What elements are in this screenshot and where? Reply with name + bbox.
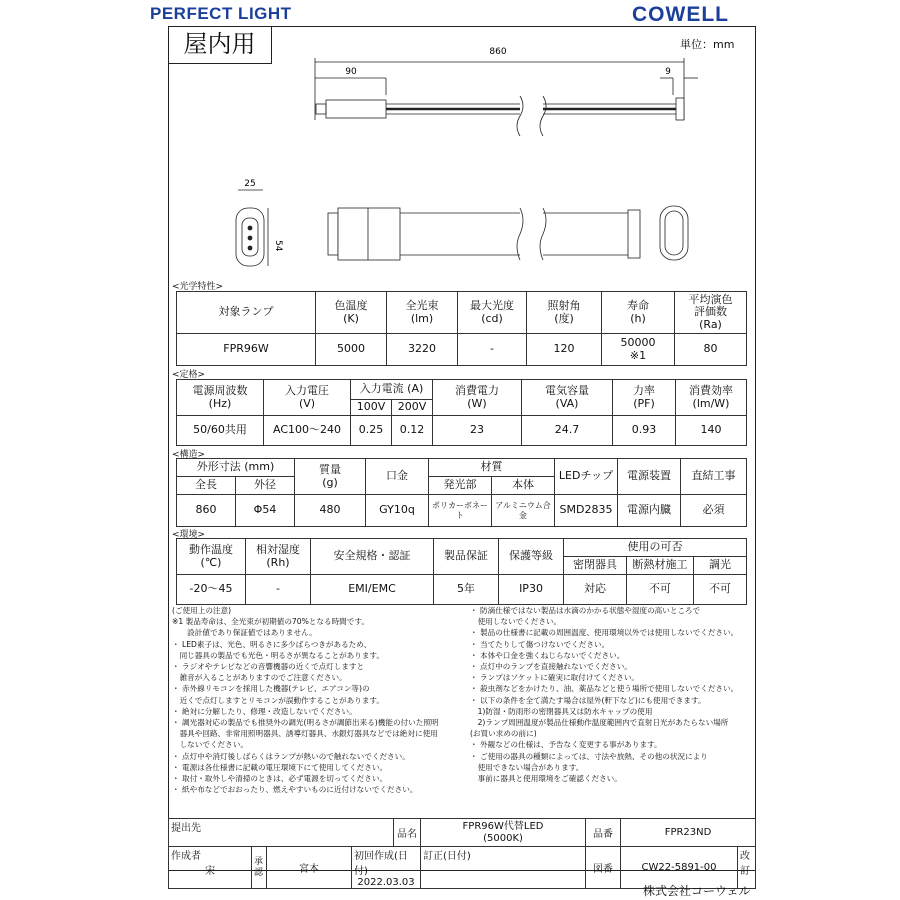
table-cell: ポリカーボネート [429, 495, 492, 527]
table-cell: 材質 [429, 459, 555, 477]
note-line: 同じ器具の製品でも光色・明るさが異なることがあります。 [172, 650, 385, 660]
note-line: (お買い求めの前に) [470, 729, 537, 739]
table-cell: 直結工事 [681, 459, 747, 495]
table-cell: 相対湿度 (Rh) [246, 539, 311, 575]
optical-table [176, 291, 747, 366]
table-cell: CW22-5891-00 [621, 847, 738, 889]
table-cell: 必須 [681, 495, 747, 527]
hdr-target-lamp: 対象ランプ [177, 292, 316, 334]
dim-length: 860 [489, 47, 507, 57]
table-cell: 120 [527, 334, 602, 366]
table-cell: 承 認 [252, 847, 267, 889]
table-cell: - [246, 575, 311, 605]
note-line: ・ ご使用の器具の種類によっては、寸法や放熱、その他の状況により [470, 751, 708, 761]
table-cell: 使用の可否 [564, 539, 747, 557]
table-cell: 品番 [586, 819, 621, 847]
table-cell: Φ54 [236, 495, 295, 527]
section-rating-title: <定格> [172, 370, 206, 380]
table-cell: 宮本 [267, 847, 352, 889]
table-cell: 対応 [564, 575, 627, 605]
table-cell: 50/60共用 [177, 416, 264, 446]
note-line: ・ LED素子は、光色、明るさに多少ばらつきがあるため、 [172, 639, 372, 649]
table-cell: 品名 [394, 819, 421, 847]
note-line: ・ 外観などの仕様は、予告なく変更する事があります。 [470, 740, 662, 750]
section-environment-title: <環境> [172, 530, 206, 540]
section-structure-title: <構造> [172, 450, 206, 460]
note-line: 使用できない場合があります。 [470, 762, 584, 772]
table-cell: 発光部 [429, 477, 492, 495]
table-cell: 平均演色 評価数 (Ra) [675, 292, 747, 334]
notes-left [172, 605, 464, 795]
table-cell: EMI/EMC [311, 575, 434, 605]
lamp-drawing [168, 40, 756, 276]
table-cell: 860 [177, 495, 236, 527]
company-name: 株式会社コーウェル [643, 884, 751, 898]
table-cell: 訂正(日付) [421, 847, 586, 889]
note-line: 近くで点灯しますとリモコンが誤動作することがあります。 [172, 695, 385, 705]
table-cell: 100V [351, 400, 392, 416]
note-line: ・ 紙や布などでおおったり、燃えやすいものに近付けないでください。 [172, 785, 418, 795]
note-line: 1)防湿・防雨形の密閉器具又は防水キャップの使用 [470, 706, 653, 716]
note-line: ・ 電源は各仕様書に記載の電圧環境下にて使用してください。 [172, 762, 388, 772]
structure-table [176, 458, 747, 527]
table-cell: 安全規格・認証 [311, 539, 434, 575]
dim-width: 25 [244, 179, 256, 189]
table-cell: 口金 [366, 459, 429, 495]
table-cell: 入力電流 (A) [351, 380, 433, 400]
table-cell: 0.25 [351, 416, 392, 446]
note-line: 事前に器具と使用環境をご確認ください。 [470, 774, 622, 784]
table-cell: 電気容量 (VA) [522, 380, 613, 416]
table-cell: -20～45 [177, 575, 246, 605]
note-line: ・ 当てたりして傷つけないでください。 [470, 639, 610, 649]
note-line: 使用しないでください。 [470, 617, 562, 627]
unit-label: 単位：mm [680, 38, 735, 51]
note-line: 雑音が入ることがありますのでご注意ください。 [172, 673, 347, 683]
table-cell: 保護等級 [499, 539, 564, 575]
title-block [168, 818, 756, 889]
table-cell: FPR96W代替LED (5000K) [421, 819, 586, 847]
table-cell: 全長 [177, 477, 236, 495]
table-cell: 初回作成(日付) 2022.03.03 [352, 847, 421, 889]
note-line: しないでください。 [172, 740, 248, 750]
table-cell: 動作温度 (℃) [177, 539, 246, 575]
table-cell: 24.7 [522, 416, 613, 446]
table-cell: 作成者 宋 [169, 847, 252, 889]
environment-table [176, 538, 747, 605]
note-line: ・ 製品の仕様書に記載の周囲温度、使用環境以外では使用しないでください。 [470, 628, 739, 638]
table-cell: 断熱材施工 [627, 557, 694, 575]
table-cell: 全光束 (lm) [387, 292, 458, 334]
table-cell: 質量 (g) [295, 459, 366, 495]
brand-cowell-logo: COWELL [632, 3, 729, 26]
table-cell: 0.12 [392, 416, 433, 446]
table-cell: 提出先 [169, 819, 394, 847]
table-cell: 寿命 (h) [602, 292, 675, 334]
note-line: ・ 点灯中や消灯後しばらくはランプが熱いので触れないでください。 [172, 751, 410, 761]
table-cell: 電源周波数 (Hz) [177, 380, 264, 416]
table-cell: GY10q [366, 495, 429, 527]
note-line: 器具や回路、非常用照明器具、誘導灯器具、水銀灯器具などでは絶対に使用 [172, 729, 438, 739]
table-cell: 調光 [694, 557, 747, 575]
table-cell: 外径 [236, 477, 295, 495]
table-cell: 不可 [694, 575, 747, 605]
brand-perfect-light: PERFECT LIGHT [150, 4, 292, 23]
table-cell: 本体 [492, 477, 555, 495]
table-cell: 色温度 (K) [316, 292, 387, 334]
table-cell: LEDチップ [555, 459, 618, 495]
table-cell: IP30 [499, 575, 564, 605]
dim-end: 9 [665, 67, 671, 77]
note-line: ・ 赤外線リモコンを採用した機器(テレビ、エアコン等)の [172, 684, 370, 694]
table-cell: - [458, 334, 527, 366]
table-cell: アルミニウム合金 [492, 495, 555, 527]
table-cell: 電源装置 [618, 459, 681, 495]
note-line: ・ 点灯中のランプを直接触れないでください。 [470, 662, 632, 672]
table-cell: 3220 [387, 334, 458, 366]
table-cell: 5000 [316, 334, 387, 366]
rating-table [176, 379, 747, 446]
table-cell: 最大光度 (cd) [458, 292, 527, 334]
dim-height: 54 [273, 240, 283, 252]
note-line: ・ 以下の条件を全て満たす場合は屋外(軒下など)にも使用できます。 [470, 695, 706, 705]
table-cell: 密閉器具 [564, 557, 627, 575]
table-cell: SMD2835 [555, 495, 618, 527]
table-cell: 消費効率 (lm/W) [676, 380, 747, 416]
note-line: ・ ラジオやテレビなどの音響機器の近くで点灯しますと [172, 662, 365, 672]
note-line: 2)ランプ周囲温度が製品仕様動作温度範囲内で直射日光があたらない場所 [470, 718, 729, 728]
table-cell: FPR23ND [621, 819, 756, 847]
table-cell: 0.93 [613, 416, 676, 446]
table-cell: 140 [676, 416, 747, 446]
note-line: ・ ランプはソケットに確実に取付けてください。 [470, 673, 640, 683]
table-cell: 消費電力 (W) [433, 380, 522, 416]
table-cell: 入力電圧 (V) [264, 380, 351, 416]
table-cell: 480 [295, 495, 366, 527]
table-cell: 力率 (PF) [613, 380, 676, 416]
table-cell: 23 [433, 416, 522, 446]
section-optical-title: <光学特性> [172, 282, 224, 292]
note-line: (ご使用上の注意) [172, 606, 232, 615]
note-line: ・ 調光器対応の製品でも推奨外の調光(明るさが調節出来る)機能の付いた照明 [172, 718, 439, 728]
table-cell: 電源内臓 [618, 495, 681, 527]
indoor-label: 屋内用 [168, 26, 272, 64]
notes-right [470, 605, 754, 784]
dim-cap: 90 [345, 67, 357, 77]
table-cell: 製品保証 [434, 539, 499, 575]
note-line: ・ 本体や口金を強くねじらないでください。 [470, 650, 625, 660]
table-cell: 不可 [627, 575, 694, 605]
table-cell: AC100～240 [264, 416, 351, 446]
table-cell: 図番 [586, 847, 621, 889]
note-line: ・ 殺虫剤などをかけたり、油、薬品などと使う場所で使用しないでください。 [470, 684, 739, 694]
table-cell: 5年 [434, 575, 499, 605]
table-cell: 改訂 [738, 847, 756, 889]
note-line: 設計値であり保証値ではありません。 [172, 628, 317, 638]
note-line: ・ 取付・取外しや清掃のときは、必ず電源を切ってください。 [172, 774, 388, 784]
table-cell: 200V [392, 400, 433, 416]
note-line: ・ 防滴仕様ではない製品は水滴のかかる状態や湿度の高いところで [470, 606, 701, 615]
table-cell: 50000 ※1 [602, 334, 675, 366]
table-cell: 照射角 (度) [527, 292, 602, 334]
note-line: ※1 製品寿命は、全光束が初期値の70%となる時間です。 [172, 617, 369, 627]
table-cell: 80 [675, 334, 747, 366]
table-cell: 外形寸法 (mm) [177, 459, 295, 477]
val-lamp: FPR96W [177, 334, 316, 366]
note-line: ・ 絶対に分解したり、修理・改造しないでください。 [172, 706, 357, 716]
